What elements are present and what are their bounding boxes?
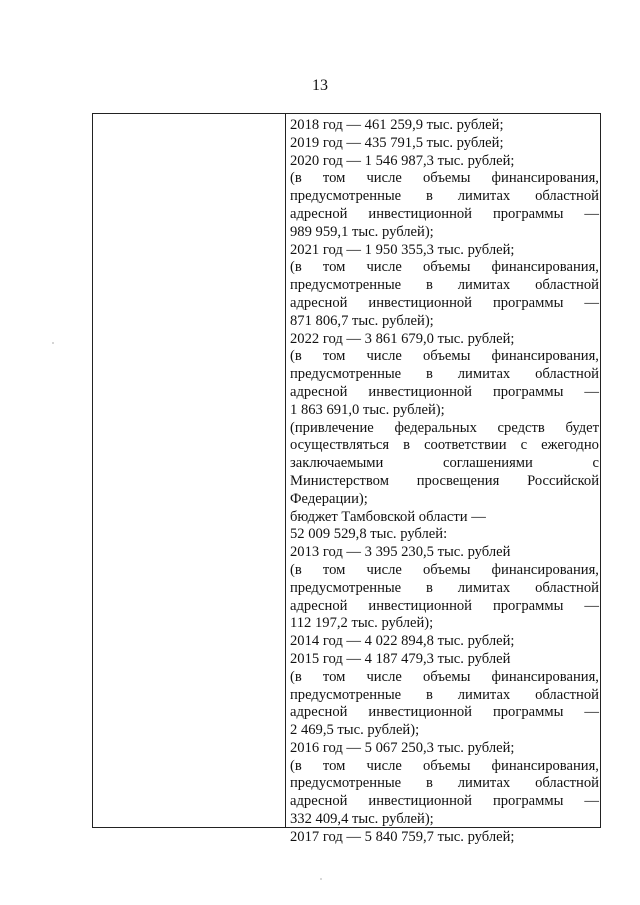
text-line xyxy=(290,348,599,366)
text-word: с xyxy=(520,437,528,454)
text-word: — xyxy=(584,597,599,614)
text-word: числе xyxy=(366,348,402,365)
text-line xyxy=(290,829,599,847)
text-word: 2017 год — 5 840 759,7 тыс. рублей; xyxy=(290,828,515,845)
text-word: заключаемыми xyxy=(290,455,384,472)
text-word: адресной xyxy=(290,704,348,721)
text-line xyxy=(290,562,599,580)
text-word: том xyxy=(322,757,346,774)
text-line xyxy=(290,224,599,242)
text-line xyxy=(290,758,599,776)
text-word: (в xyxy=(290,757,302,774)
text-word: объемы xyxy=(422,757,471,774)
text-word: инвестиционной xyxy=(368,205,472,222)
text-line xyxy=(290,402,599,420)
text-word: — xyxy=(584,294,599,311)
text-line xyxy=(290,455,599,473)
text-word: средств xyxy=(497,419,545,436)
text-word: 2020 год — 1 546 987,3 тыс. рублей; xyxy=(290,152,515,169)
text-word: областной xyxy=(535,775,599,792)
text-word: объемы xyxy=(422,348,471,365)
text-line xyxy=(290,722,599,740)
text-word: числе xyxy=(366,561,402,578)
text-word: программы xyxy=(492,294,564,311)
text-word: числе xyxy=(366,259,402,276)
text-word: числе xyxy=(366,668,402,685)
text-word: инвестиционной xyxy=(368,704,472,721)
text-word: финансирования, xyxy=(491,348,599,365)
text-word: том xyxy=(322,348,346,365)
text-line xyxy=(290,793,599,811)
text-line xyxy=(290,633,599,651)
text-word: финансирования, xyxy=(491,259,599,276)
text-word: программы xyxy=(492,793,564,810)
text-word: предусмотренные xyxy=(290,579,402,596)
text-line xyxy=(290,491,599,509)
text-line xyxy=(290,544,599,562)
text-word: 2014 год — 4 022 894,8 тыс. рублей; xyxy=(290,633,515,650)
text-word: лимитах xyxy=(457,188,511,205)
text-line xyxy=(290,740,599,758)
text-line xyxy=(290,331,599,349)
text-word: программы xyxy=(492,205,564,222)
text-word: соответствии xyxy=(424,437,507,454)
text-word: (привлечение xyxy=(290,419,374,436)
text-word: 52 009 529,8 тыс. рублей: xyxy=(290,526,448,543)
text-line xyxy=(290,206,599,224)
text-line xyxy=(290,598,599,616)
scan-speck xyxy=(320,878,322,880)
text-word: бюджет Тамбовской области — xyxy=(290,508,486,525)
text-line xyxy=(290,366,599,384)
text-word: финансирования, xyxy=(491,170,599,187)
text-word: лимитах xyxy=(457,366,511,383)
text-word: предусмотренные xyxy=(290,775,402,792)
text-word: Российской xyxy=(527,472,599,489)
text-word: — xyxy=(584,205,599,222)
text-word: инвестиционной xyxy=(368,793,472,810)
text-word: числе xyxy=(366,757,402,774)
scan-speck xyxy=(52,342,54,344)
text-word: программы xyxy=(492,383,564,400)
text-word: программы xyxy=(492,597,564,614)
text-word: (в xyxy=(290,170,302,187)
text-word: областной xyxy=(535,579,599,596)
text-line xyxy=(290,117,599,135)
text-line xyxy=(290,704,599,722)
text-word: будет xyxy=(565,419,599,436)
text-word: Министерством xyxy=(290,472,389,489)
text-word: областной xyxy=(535,366,599,383)
text-line xyxy=(290,615,599,633)
text-word: предусмотренные xyxy=(290,686,402,703)
text-word: лимитах xyxy=(457,277,511,294)
text-line xyxy=(290,473,599,491)
text-word: областной xyxy=(535,188,599,205)
text-word: 2015 год — 4 187 479,3 тыс. рублей xyxy=(290,650,511,667)
text-line xyxy=(290,437,599,455)
text-word: инвестиционной xyxy=(368,383,472,400)
text-word: 332 409,4 тыс. рублей); xyxy=(290,811,434,828)
text-line xyxy=(290,509,599,527)
text-word: (в xyxy=(290,348,302,365)
text-line xyxy=(290,420,599,438)
text-word: — xyxy=(584,793,599,810)
text-word: инвестиционной xyxy=(368,294,472,311)
text-line xyxy=(290,153,599,171)
text-word: осуществляться xyxy=(290,437,390,454)
text-word: федеральных xyxy=(394,419,477,436)
text-word: том xyxy=(322,668,346,685)
text-word: 2022 год — 3 861 679,0 тыс. рублей; xyxy=(290,330,515,347)
text-word: инвестиционной xyxy=(368,597,472,614)
text-word: 2016 год — 5 067 250,3 тыс. рублей; xyxy=(290,739,515,756)
text-word: финансирования, xyxy=(491,561,599,578)
text-line xyxy=(290,295,599,313)
text-line xyxy=(290,170,599,188)
text-line xyxy=(290,687,599,705)
text-word: адресной xyxy=(290,793,348,810)
text-word: в xyxy=(426,366,433,383)
text-word: 2019 год — 435 791,5 тыс. рублей; xyxy=(290,134,504,151)
text-word: соглашениями xyxy=(442,455,533,472)
text-line xyxy=(290,526,599,544)
text-line xyxy=(290,669,599,687)
text-word: 871 806,7 тыс. рублей); xyxy=(290,312,434,329)
text-word: областной xyxy=(535,277,599,294)
text-line xyxy=(290,580,599,598)
text-word: — xyxy=(584,383,599,400)
text-word: в xyxy=(426,579,433,596)
text-word: объемы xyxy=(422,668,471,685)
text-word: адресной xyxy=(290,294,348,311)
text-word: в xyxy=(426,188,433,205)
text-word: адресной xyxy=(290,597,348,614)
text-word: в xyxy=(426,686,433,703)
text-word: том xyxy=(322,561,346,578)
text-word: в xyxy=(426,277,433,294)
text-word: финансирования, xyxy=(491,668,599,685)
text-word: ежегодно xyxy=(541,437,599,454)
text-word: (в xyxy=(290,259,302,276)
text-word: Федерации); xyxy=(290,490,368,507)
text-word: 2013 год — 3 395 230,5 тыс. рублей xyxy=(290,544,511,561)
text-line xyxy=(290,313,599,331)
text-word: адресной xyxy=(290,383,348,400)
text-line xyxy=(290,259,599,277)
text-word: 2 469,5 тыс. рублей); xyxy=(290,722,420,739)
text-line xyxy=(290,384,599,402)
text-word: предусмотренные xyxy=(290,366,402,383)
text-word: (в xyxy=(290,668,302,685)
program-table xyxy=(92,113,601,845)
text-word: с xyxy=(592,455,599,472)
text-word: том xyxy=(322,170,346,187)
text-word: 112 197,2 тыс. рублей); xyxy=(290,615,434,632)
text-word: (в xyxy=(290,561,302,578)
text-word: лимитах xyxy=(457,686,511,703)
funding-text-cell xyxy=(290,117,599,847)
text-word: объемы xyxy=(422,561,471,578)
column-divider xyxy=(285,114,286,827)
text-word: лимитах xyxy=(457,775,511,792)
text-line xyxy=(290,651,599,669)
text-word: объемы xyxy=(422,170,471,187)
text-word: — xyxy=(584,704,599,721)
text-word: 1 863 691,0 тыс. рублей); xyxy=(290,401,445,418)
text-line xyxy=(290,277,599,295)
text-word: просвещения xyxy=(416,472,500,489)
text-word: областной xyxy=(535,686,599,703)
text-word: в xyxy=(403,437,411,454)
text-word: финансирования, xyxy=(491,757,599,774)
text-word: объемы xyxy=(422,259,471,276)
text-word: адресной xyxy=(290,205,348,222)
text-word: лимитах xyxy=(457,579,511,596)
text-line xyxy=(290,242,599,260)
page-number: 13 xyxy=(312,77,328,94)
text-word: предусмотренные xyxy=(290,277,402,294)
text-word: том xyxy=(322,259,346,276)
text-line xyxy=(290,775,599,793)
text-line xyxy=(290,188,599,206)
text-word: в xyxy=(426,775,433,792)
text-line xyxy=(290,135,599,153)
text-word: 2018 год — 461 259,9 тыс. рублей; xyxy=(290,117,504,133)
text-word: предусмотренные xyxy=(290,188,402,205)
text-word: 989 959,1 тыс. рублей); xyxy=(290,223,434,240)
text-word: программы xyxy=(492,704,564,721)
text-word: числе xyxy=(366,170,402,187)
text-word: 2021 год — 1 950 355,3 тыс. рублей; xyxy=(290,241,515,258)
text-line xyxy=(290,811,599,829)
